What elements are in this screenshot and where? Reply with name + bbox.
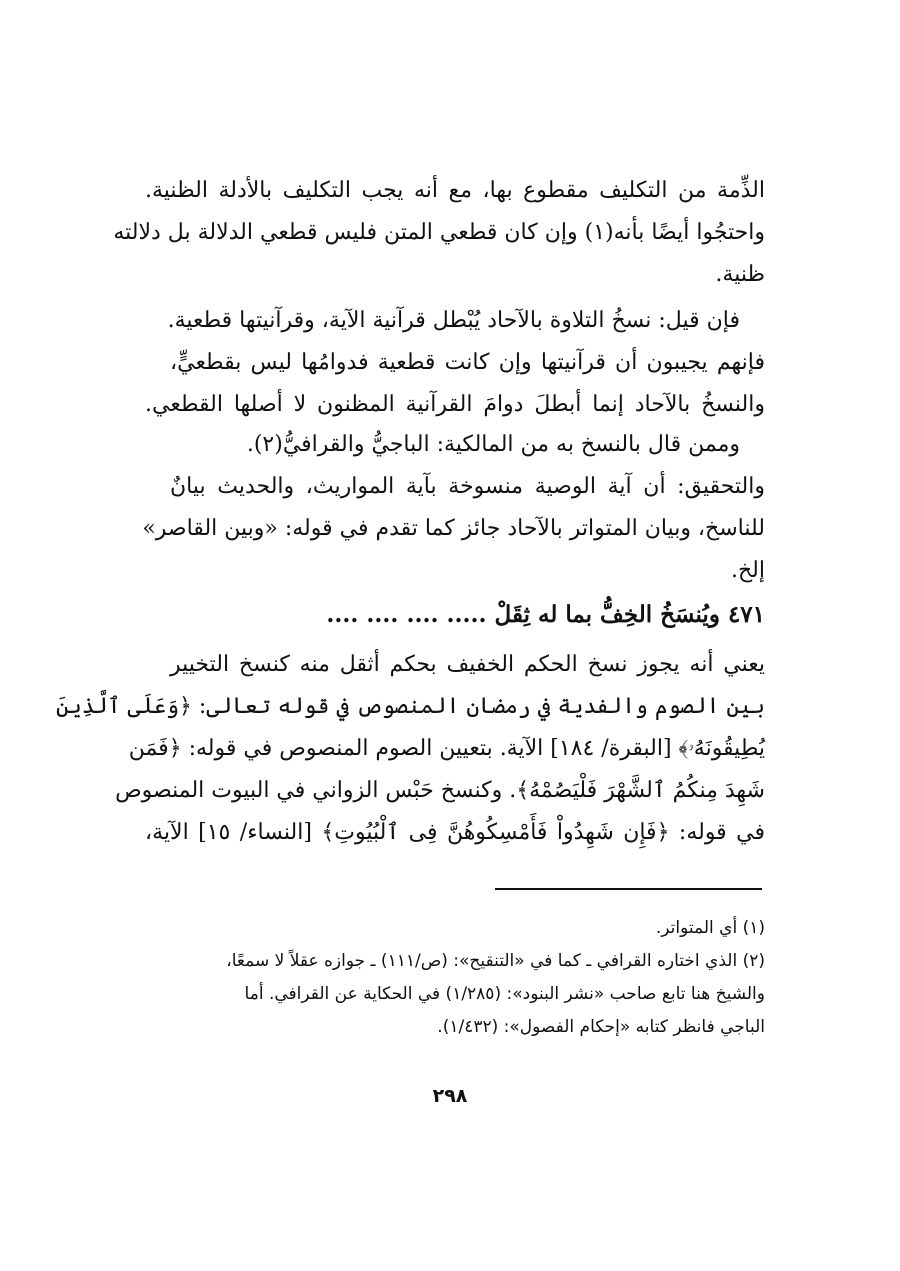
body-line: والنسخُ بالآحاد إنما أبطلَ دوامَ القرآنية المظنون لا أصلها القطعي. [145,392,765,417]
body-line: إلخ. [730,558,765,583]
body-line: فإنهم يجيبون أن قرآنيتها وإن كانت قطعية فدوامُها ليس بقطعيٍّ، [170,350,765,375]
body-line: في قوله: ﴿فَإِن شَهِدُواْ فَأَمْسِكُوهُنَّ فِى ٱلْبُيُوتِ﴾ [النساء/ ١٥] الآية، [145,820,765,845]
body-line: الذِّمة من التكليف مقطوع بها، مع أنه يجب التكليف بالأدلة الظنية. [145,178,765,203]
verse-line-471: ٤٧١ ويُنسَخُ الخِفُّ بما له ثِقَلْ ..... .... .... .... [326,601,765,628]
body-line: شَهِدَ مِنكُمُ ٱلشَّهْرَ فَلْيَصُمْهُ﴾. وكنسخ حَبْس الزواني في البيوت المنصوص [115,778,765,803]
body-line: والتحقيق: أن آية الوصية منسوخة بآية المواريث، والحديث بيانٌ [170,474,765,499]
footnote-2-continued: والشيخ هنا تابع صاحب «نشر البنود»: (١/٢٨٥) في الحكاية عن القرافي. أما [244,984,765,1004]
body-line: يعني أنه يجوز نسخ الحكم الخفيف بحكم أثقل منه كنسخ التخيير [170,652,766,677]
body-line: للناسخ، وبيان المتواتر بالآحاد جائز كما تقدم في قوله: «وبين القاصر» [142,516,765,541]
footnote-separator [495,888,762,890]
page-number: ٢٩٨ [432,1085,468,1107]
body-line: يُطِيقُونَهُۥ﴾ [البقرة/ ١٨٤] الآية. بتعيين الصوم المنصوص في قوله: ﴿فَمَن [128,736,765,761]
body-line: وممن قال بالنسخ به من المالكية: الباجيُّ والقرافيُّ(٢). [246,432,740,457]
body-line: واحتجُوا أيضًا بأنه(١) وإن كان قطعي المتن فليس قطعي الدلالة بل دلالته [113,220,765,245]
body-line: فإن قيل: نسخُ التلاوة بالآحاد يُبْطل قرآنية الآية، وقرآنيتها قطعية. [167,308,740,333]
footnote-2: (٢) الذي اختاره القرافي ـ كما في «التنقيح»: (ص/١١١) ـ جوازه عقلاً لا سمعًا، [226,951,765,971]
body-line: ظنية. [715,262,765,287]
footnote-2-continued: الباجي فانظر كتابه «إحكام الفصول»: (١/٤٣٢). [437,1017,765,1037]
body-line: بين الصوم والفدية في رمضان المنصوص في قوله تعالى: ﴿وَعَلَى ٱلَّذِينَ [56,694,765,719]
footnote-1: (١) أي المتواتر. [655,918,765,938]
